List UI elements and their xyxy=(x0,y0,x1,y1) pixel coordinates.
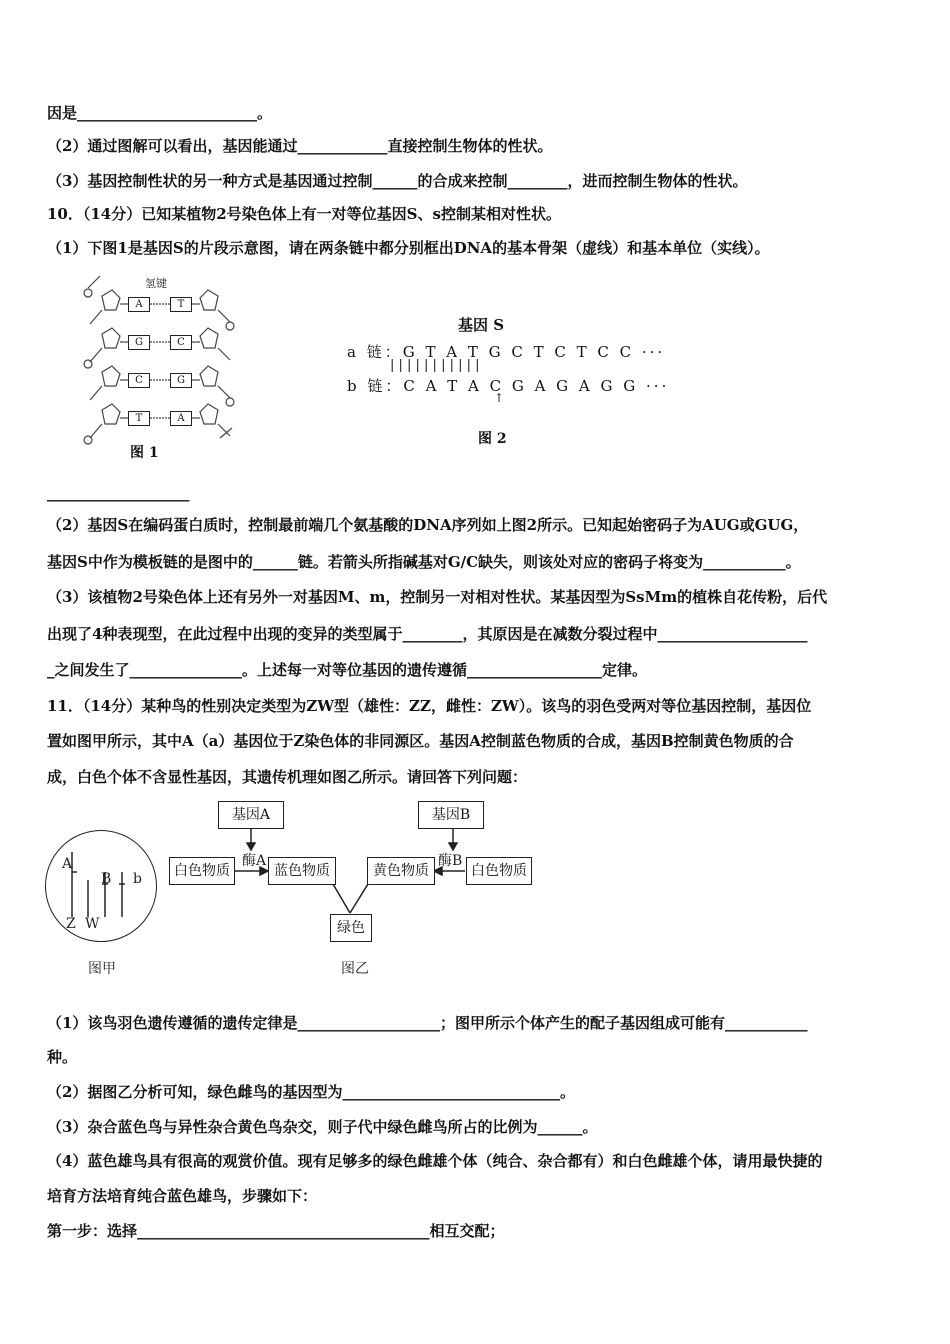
green-box: 绿色 xyxy=(330,914,372,942)
question-text-line: （2）通过图解可以看出，基因能通过____________直接控制生物体的性状。 xyxy=(47,137,553,155)
question-text-line: 10．（14分）已知某植物2号染色体上有一对等位基因S、s控制某相对性状。 xyxy=(47,205,561,223)
question-text-line: 11．（14分）某种鸟的性别决定类型为ZW型（雄性：ZZ，雌性：ZW）。该鸟的羽色受两对等位基因控制，基因位 xyxy=(47,697,812,715)
question-text-line: （2）据图乙分析可知，绿色雌鸟的基因型为_____________________________。 xyxy=(47,1083,575,1101)
blue-substance-box: 蓝色物质 xyxy=(268,857,336,885)
question-text-line: （1）下图1是基因S的片段示意图，请在两条链中都分别框出DNA的基本骨架（虚线）和基本单位（实线）。 xyxy=(47,239,770,257)
figure-1-caption: 图 1 xyxy=(130,445,159,461)
gene-A-box: 基因A xyxy=(218,801,284,829)
base-box: T xyxy=(170,297,192,312)
question-text-line: 置如图甲所示，其中A（a）基因位于Z染色体的非同源区。基因A控制蓝色物质的合成，基因B控制黄色物质的合 xyxy=(47,732,794,750)
W-chromosome-label: W xyxy=(85,916,100,932)
white-substance-box-1: 白色物质 xyxy=(169,857,235,885)
white-substance-box-2: 白色物质 xyxy=(466,857,532,885)
base-pair-bars: | | | | | | | | | | | xyxy=(390,358,480,373)
question-text-line: 出现了4种表现型，在此过程中出现的变异的类型属于________，其原因是在减数分裂过程中____________________ xyxy=(47,625,808,643)
base-box: A xyxy=(128,297,150,312)
allele-B-label: B xyxy=(101,871,112,887)
enzyme-A-label: 酶A xyxy=(242,853,267,869)
figure-2-caption: 图 2 xyxy=(478,431,507,447)
base-box: G xyxy=(170,373,192,388)
figure-2-title: 基因 S xyxy=(458,316,505,334)
enzyme-B-label: 酶B xyxy=(438,853,463,869)
question-text-line: 第一步：选择_______________________________________相互交配； xyxy=(47,1222,505,1240)
base-box: G xyxy=(128,335,150,350)
base-box: C xyxy=(128,373,150,388)
question-text-line: 成，白色个体不含显性基因，其遗传机理如图乙所示。请回答下列问题： xyxy=(47,768,528,786)
base-box: T xyxy=(128,411,150,426)
question-text-line: （1）该鸟羽色遗传遵循的遗传定律是___________________；图甲所示个体产生的配子基因组成可能有___________ xyxy=(47,1014,808,1032)
Z-chromosome-label: Z xyxy=(66,916,76,932)
question-text-line: _之间发生了_______________。上述每一对等位基因的遗传遵循__________________定律。 xyxy=(47,661,648,679)
allele-A-label: A xyxy=(62,856,73,872)
question-text-line: 培育方法培育纯合蓝色雄鸟，步骤如下： xyxy=(47,1187,318,1205)
allele-b-label: b xyxy=(133,871,142,887)
question-text-line: （3）该植物2号染色体上还有另外一对基因M、m，控制另一对相对性状。某基因型为SsMm的植株自花传粉，后代 xyxy=(47,588,828,606)
b-strand-sequence: b 链：C A T A C G A G A G G ··· xyxy=(347,377,670,395)
figure-yi-caption: 图乙 xyxy=(341,961,369,977)
gene-B-box: 基因B xyxy=(418,801,484,829)
question-text-line: 种。 xyxy=(47,1048,78,1066)
question-text-line: （3）杂合蓝色鸟与异性杂合黄色鸟杂交，则子代中绿色雌鸟所占的比例为______。 xyxy=(47,1118,598,1136)
question-text-line: （3）基因控制性状的另一种方式是基因通过控制______的合成来控制________，进而控制生物体的性状。 xyxy=(47,172,748,190)
a-strand-sequence: a 链：G T A T G C T C T C C ··· xyxy=(347,343,666,361)
yellow-substance-box: 黄色物质 xyxy=(367,857,435,885)
question-text-line: 因是________________________。 xyxy=(47,104,273,122)
question-text-line: （4）蓝色雄鸟具有很高的观赏价值。现有足够多的绿色雌雄个体（纯合、杂合都有）和白色雌雄个体，请用最快捷的 xyxy=(47,1152,823,1170)
deletion-arrow-icon: ↑ xyxy=(494,391,508,405)
base-box: C xyxy=(170,335,192,350)
hydrogen-bond-label: 氢键 xyxy=(145,277,167,290)
question-text-line: （2）基因S在编码蛋白质时，控制最前端几个氨基酸的DNA序列如上图2所示。已知起始密码子为AUG或GUG， xyxy=(47,516,809,534)
answer-blank-line: ___________________ xyxy=(47,484,190,502)
question-text-line: 基因S中作为模板链的是图中的______链。若箭头所指碱基对G/C缺失，则该处对应的密码子将变为___________。 xyxy=(47,553,801,571)
figure-jia-caption: 图甲 xyxy=(88,961,116,977)
base-box: A xyxy=(170,411,192,426)
